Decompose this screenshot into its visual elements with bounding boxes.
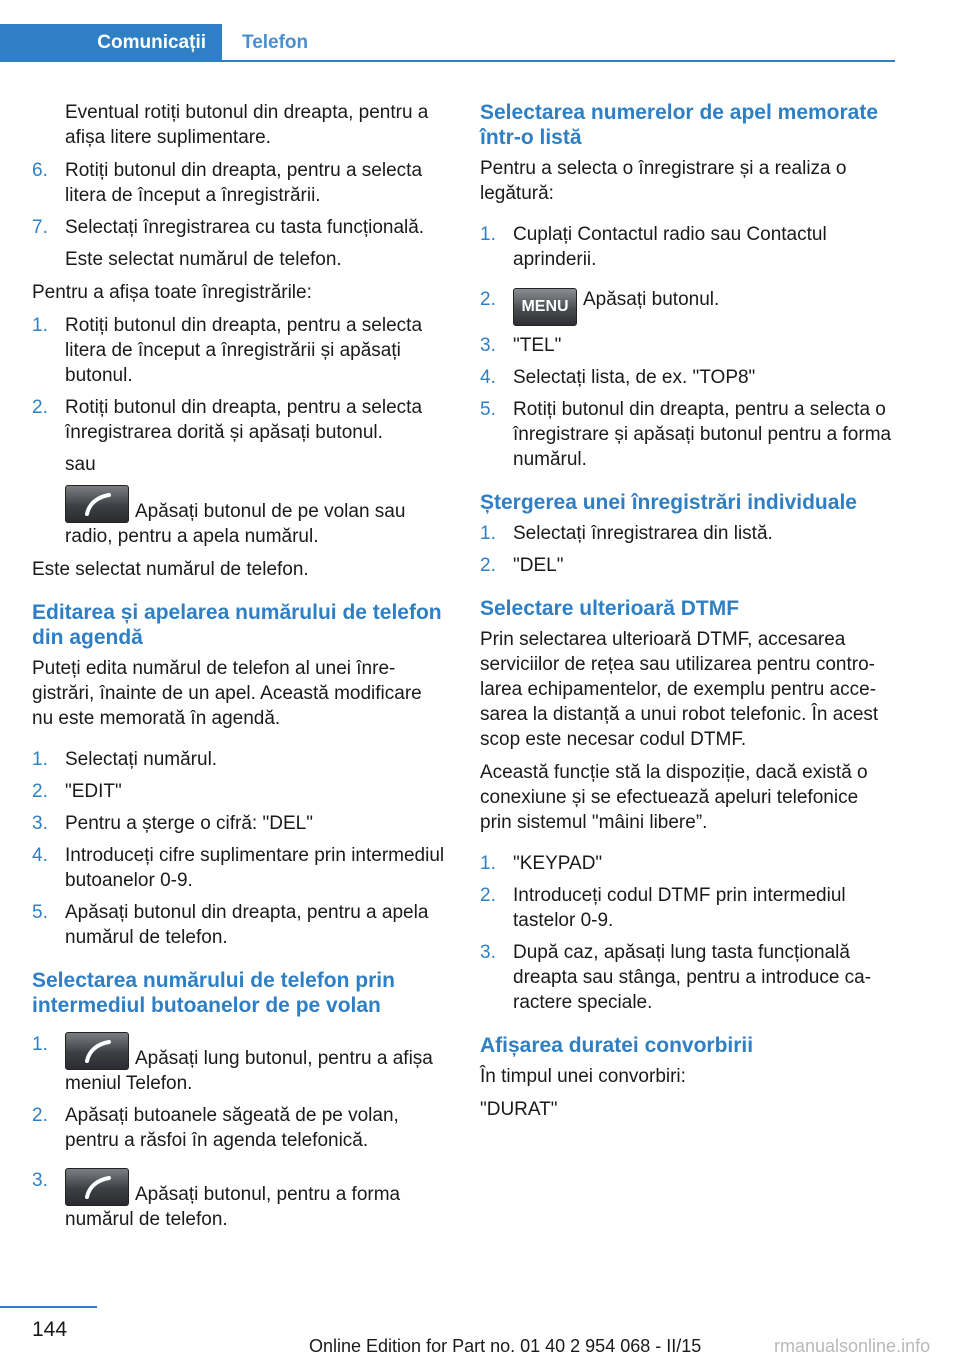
item-text: "DEL"	[513, 555, 564, 576]
paragraph: În timpul unei convorbiri:	[480, 1066, 686, 1087]
list-item	[32, 747, 447, 772]
item-note: Este selectat numărul de telefon.	[65, 249, 342, 270]
item-number: 1.	[32, 749, 48, 770]
page-number: 144	[32, 1318, 68, 1341]
item-number: 2.	[480, 885, 496, 906]
section-heading: Selectarea numerelor de apel memorate într-o listă	[480, 101, 879, 149]
tab-comunicatii[interactable]	[0, 24, 222, 62]
item-text: "EDIT"	[65, 781, 122, 802]
list-item	[480, 940, 895, 1015]
item-text: Selectați înregistrarea din listă.	[513, 523, 773, 544]
item-number: 4.	[480, 367, 496, 388]
item-number: 3.	[32, 813, 48, 834]
item-number: 2.	[32, 397, 48, 418]
phone-button-icon	[65, 485, 129, 523]
footer-rule	[0, 1306, 97, 1308]
item-text: Selectați numărul.	[65, 749, 218, 770]
item-text: Rotiți butonul din dreapta, pentru a selecta litera de început a înregistrării.	[65, 160, 423, 206]
item-text: Apăsați lung butonul, pentru a afișa meniul Telefon.	[65, 1048, 433, 1094]
item-number: 3.	[32, 1170, 48, 1191]
paragraph: Pentru a afișa toate înregistrările:	[32, 282, 312, 303]
item-text: Selectați înregistrarea cu tasta funcțională.	[65, 217, 425, 238]
item-text: Rotiți butonul din dreapta, pentru a selecta litera de început a înregistrării și apăsați butonul.	[65, 315, 423, 386]
item-text: "KEYPAD"	[513, 853, 603, 874]
item-text: Apăsați butoanele săgeată de pe volan, pentru a răsfoi în agenda telefonică.	[65, 1105, 399, 1151]
section-heading: Editarea și apelarea numărului de telefon din agendă	[32, 601, 442, 649]
paragraph: Este selectat numărul de telefon.	[32, 559, 309, 580]
watermark: rmanualsonline.info	[770, 1336, 930, 1357]
tab-telefon-label: Telefon	[242, 32, 309, 53]
item-number: 5.	[480, 399, 496, 420]
item-number: 3.	[480, 942, 496, 963]
item-text: Apăsați butonul.	[583, 289, 720, 310]
item-text: Rotiți butonul din dreapta, pentru a selecta înregistrarea dorită și apăsați butonul.	[65, 397, 423, 443]
item-text: Rotiți butonul din dreapta, pentru a selecta o înregistrare și apăsați butonul pentru a forma numărul.	[513, 399, 892, 470]
right-column	[480, 100, 895, 1130]
item-number: 1.	[480, 224, 496, 245]
list-item	[32, 158, 447, 208]
list-item	[480, 333, 895, 358]
item-text: Introduceți codul DTMF prin intermediul tastelor 0-9.	[513, 885, 846, 931]
intro-continuation: Eventual rotiți butonul din dreapta, pentru a afișa litere suplimentare.	[65, 102, 429, 148]
item-text: Pentru a șterge o cifră: "DEL"	[65, 813, 313, 834]
list-item	[32, 1103, 447, 1153]
item-number: 1.	[480, 523, 496, 544]
item-text: Selectați lista, de ex. "TOP8"	[513, 367, 756, 388]
item-number: 1.	[32, 315, 48, 336]
list-item	[32, 1032, 447, 1096]
section-heading: Ștergerea unei înregistrări individuale	[480, 491, 857, 514]
list-item	[32, 395, 447, 445]
left-column	[32, 100, 447, 1239]
paragraph: Pentru a selecta o înregistrare și a realiza o legătură:	[480, 158, 847, 204]
item-text: Apăsați butonul, pentru a forma numărul de telefon.	[65, 1184, 401, 1230]
item-text: "TEL"	[513, 335, 562, 356]
list-item	[32, 215, 447, 240]
list-item	[480, 287, 895, 326]
list-item	[32, 1168, 447, 1232]
list-item	[480, 222, 895, 272]
item-number: 5.	[32, 902, 48, 923]
section-heading: Afișarea duratei convorbirii	[480, 1034, 754, 1057]
item-text: După caz, apăsați lung tasta funcțională dreapta sau stânga, pentru a introduce caractere speciale.	[513, 942, 872, 1013]
tab-comunicatii-label: Comunicații	[97, 32, 206, 53]
list-item	[480, 553, 895, 578]
list-item	[480, 521, 895, 546]
phone-button-icon	[65, 1032, 129, 1070]
item-number: 3.	[480, 335, 496, 356]
list-item	[480, 365, 895, 390]
section-heading: Selectare ulterioară DTMF	[480, 597, 740, 620]
item-alternative	[32, 485, 447, 549]
or-text: sau	[65, 454, 96, 475]
edition-note: Online Edition for Part no. 01 40 2 954 068 - II/15	[309, 1336, 702, 1356]
item-number: 6.	[32, 160, 48, 181]
paragraph: "DURAT"	[480, 1099, 558, 1120]
list-item	[32, 779, 447, 804]
item-text: Apăsați butonul din dreapta, pentru a apela numărul de telefon.	[65, 902, 429, 948]
item-number: 2.	[32, 781, 48, 802]
item-number: 2.	[32, 1105, 48, 1126]
item-number: 2.	[480, 289, 496, 310]
list-item	[32, 900, 447, 950]
item-text: Introduceți cifre suplimentare prin intermediul butoanelor 0-9.	[65, 845, 445, 891]
item-text: Apăsați butonul de pe volan sau radio, pentru a apela numărul.	[65, 501, 406, 547]
tab-telefon[interactable]	[242, 24, 308, 62]
section-heading: Selectarea numărului de telefon prin intermediul butoanelor de pe volan	[32, 969, 395, 1017]
list-item	[32, 843, 447, 893]
item-number: 7.	[32, 217, 48, 238]
item-number: 1.	[32, 1034, 48, 1055]
item-number: 4.	[32, 845, 48, 866]
phone-button-icon	[65, 1168, 129, 1206]
list-item	[480, 851, 895, 876]
paragraph: Puteți edita numărul de telefon al unei înregistrări, înainte de un apel. Această modificare nu este memorată în agendă.	[32, 658, 422, 729]
list-item	[480, 883, 895, 933]
item-text: Cuplați Contactul radio sau Contactul aprinderii.	[513, 224, 827, 270]
list-item	[32, 313, 447, 388]
item-number: 2.	[480, 555, 496, 576]
list-item	[480, 397, 895, 472]
list-item	[32, 811, 447, 836]
paragraph: Această funcție stă la dispoziție, dacă există o conexiune și se efectuează apeluri telefonice prin sistemul "mâini libere”.	[480, 762, 868, 833]
item-number: 1.	[480, 853, 496, 874]
paragraph: Prin selectarea ulterioară DTMF, accesarea serviciilor de rețea sau utilizarea pentru controlarea echipamentelor, de exemplu pentru accesarea la distanță a unui robot telefonic. În acest scop este necesar codul DTMF.	[480, 629, 879, 750]
menu-button-icon: MENU	[513, 288, 577, 326]
